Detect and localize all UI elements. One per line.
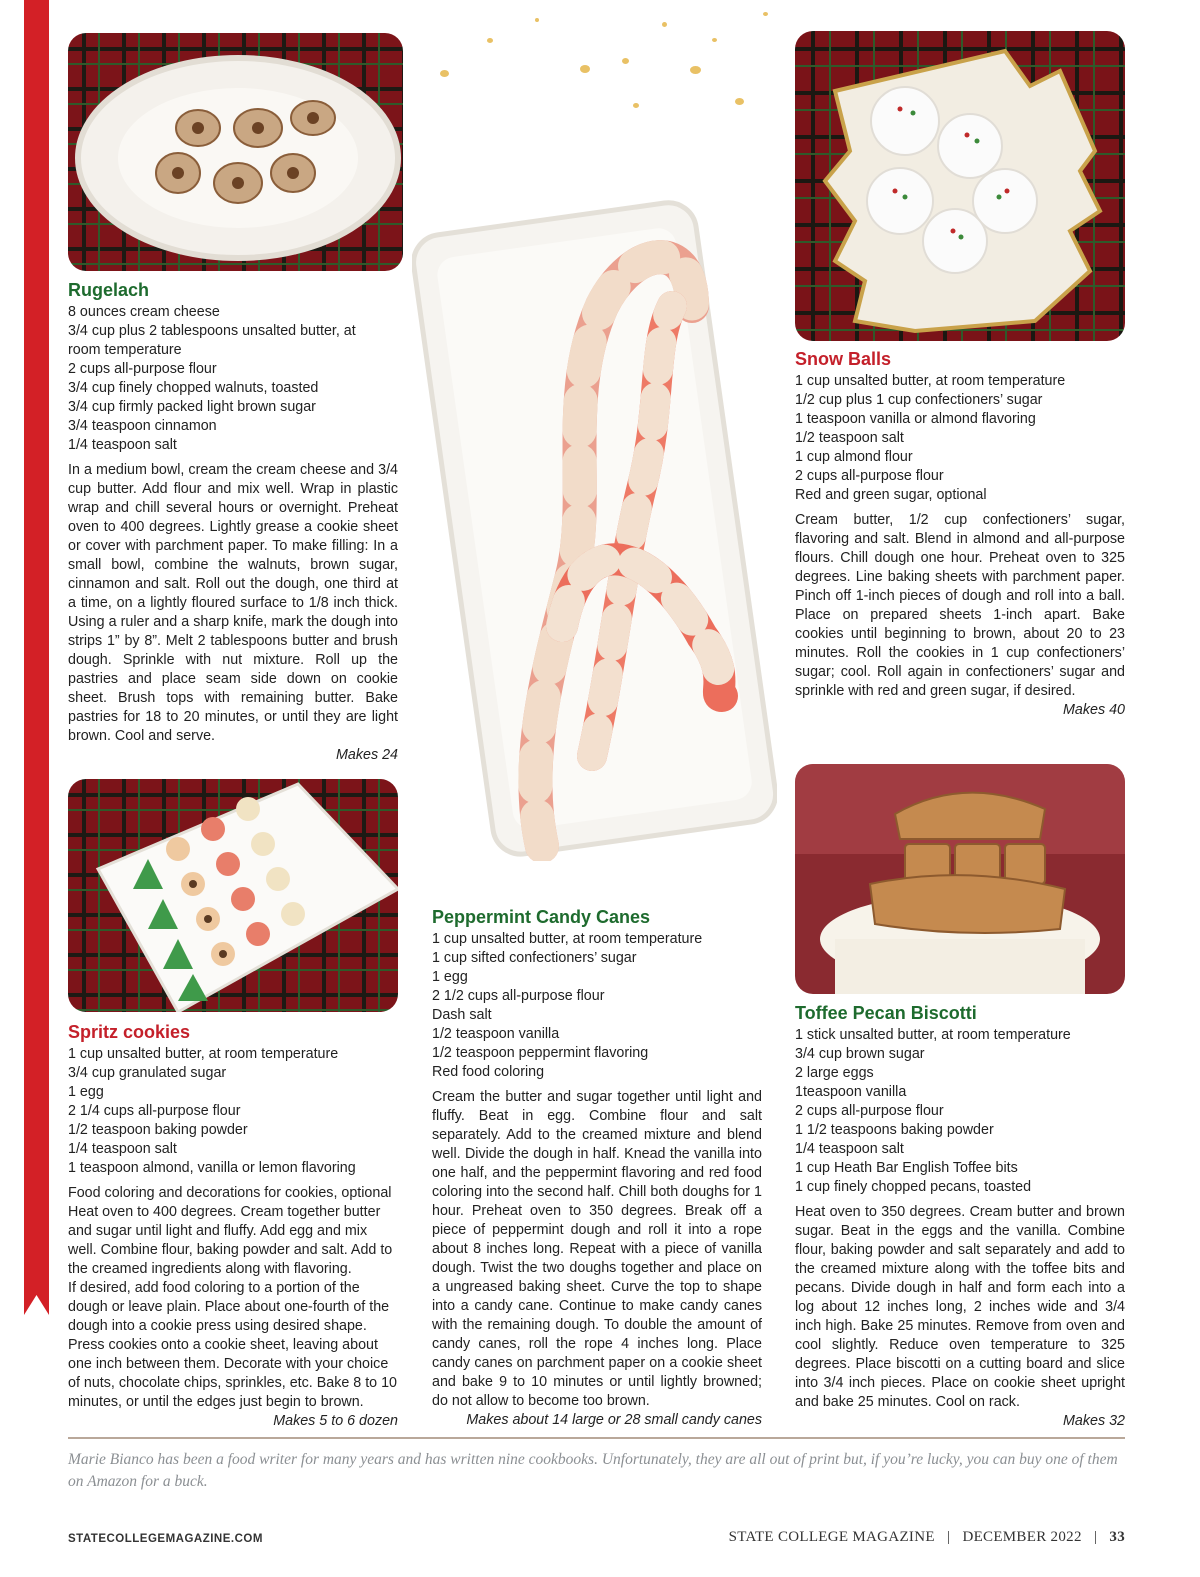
snow-balls-yield: Makes 40	[1063, 702, 1125, 718]
ingredient: 1/4 teaspoon salt	[68, 437, 177, 453]
site-link[interactable]: STATECOLLEGEMAGAZINE.COM	[68, 1533, 263, 1545]
biscotti-title: Toffee Pecan Biscotti	[795, 1003, 977, 1023]
rugelach-recipe	[68, 279, 398, 765]
ingredient: 1 teaspoon vanilla or almond flavoring	[795, 411, 1036, 427]
candy-canes-directions	[432, 1088, 762, 1411]
ingredient: Red food coloring	[432, 1064, 545, 1080]
ingredient: 2 cups all-purpose flour	[68, 361, 217, 377]
spritz-directions	[68, 1184, 398, 1412]
candy-canes-yield: Makes about 14 large or 28 small candy canes	[466, 1412, 762, 1428]
directions-text: Cream butter, 1/2 cup confectioners’ sugar, flavoring and salt. Blend in almond and all-purpose flours. Chill dough one hour. Preheat oven to 325 degrees. Line baking sheets with parchment paper. Pinch off 1-inch pieces of dough and roll into a ball. Place on prepared sheets 1-inch apart. Bake cookies until beginning to brown, about 20 to 23 minutes. Roll the cookies in 1 cup confectioners’ sugar; cool. Roll again in confectioners’ sugar and sprinkle with red and green sugar, if desired.	[795, 512, 1125, 699]
biscotti-yield: Makes 32	[1063, 1413, 1125, 1429]
directions-text: If desired, add food coloring to a portion of the dough or leave plain. Place about one-fourth of the dough into a cookie press using desired shape. Press cookies onto a cookie sheet, leaving about one inch between them. Decorate with your choice of nuts, chocolate chips, sprinkles, etc. Bake 8 to 10 minutes, or until the edges just begin to brown.	[68, 1280, 398, 1410]
ingredient: 1 cup Heath Bar English Toffee bits	[795, 1160, 1018, 1176]
ingredient: 1teaspoon vanilla	[795, 1084, 907, 1100]
page-number: 33	[1109, 1529, 1125, 1545]
directions-text: In a medium bowl, cream the cream cheese and 3/4 cup butter. Add flour and mix well. Wrap in plastic wrap and chill several hours or overnight. Preheat oven to 400 degrees. Lightly grease a cookie sheet or cover with parchment paper. To make filling: In a small bowl, combine the walnuts, brown sugar, cinnamon and salt. Roll out the dough, one third at a time, on a lightly floured surface to 1/8 inch thick. Using a ruler and a sharp knife, mark the dough into strips 1” by 8”. Melt 2 tablespoons butter and brush dough. Sprinkle with nut mixture. Roll up the pastries and place seam side down on cookie sheet. Brush tops with remaining butter. Bake pastries for 18 to 20 minutes, or until they are light brown. Cool and serve.	[68, 462, 398, 744]
rugelach-ingredients	[68, 303, 398, 455]
biscotti-ingredients	[795, 1026, 1125, 1197]
snow-balls-photo	[795, 31, 1125, 341]
biscotti-photo	[795, 764, 1125, 994]
directions-text: Heat oven to 350 degrees. Cream butter and brown sugar. Beat in the eggs and the vanilla. Combine flour, baking powder and salt separately and add to the creamed mixture along with the toffee bits and pecans. Divide dough in half and form each into a log about 12 inches long, 2 inches wide and 3/4 inch high. Bake 25 minutes. Remove from oven and cool slightly. Reduce oven temperature to 325 degrees. Place biscotti on a cutting board and slice into 3/4 inch pieces. Place on cookie sheet upright and bake 25 minutes. Cool on rack.	[795, 1204, 1125, 1410]
snow-balls-ingredients	[795, 372, 1125, 505]
snow-balls-directions	[795, 511, 1125, 701]
ingredient: 3/4 teaspoon cinnamon	[68, 418, 217, 434]
rugelach-title: Rugelach	[68, 280, 150, 300]
snow-balls-title: Snow Balls	[795, 349, 892, 369]
separator: |	[1093, 1529, 1098, 1545]
ingredient: 8 ounces cream cheese	[68, 304, 220, 320]
ingredient: 1/4 teaspoon salt	[795, 1141, 904, 1157]
ingredient: 1 stick unsalted butter, at room temperature	[795, 1027, 1071, 1043]
candy-canes-photo	[412, 196, 777, 861]
red-ribbon	[24, 0, 49, 1260]
ingredient: 3/4 cup granulated sugar	[68, 1065, 227, 1081]
separator: |	[946, 1529, 951, 1545]
ingredient: 1/4 teaspoon salt	[68, 1141, 177, 1157]
rugelach-directions	[68, 461, 398, 746]
ingredient: 1 cup unsalted butter, at room temperature	[432, 931, 703, 947]
ingredient: 2 1/2 cups all-purpose flour	[432, 988, 605, 1004]
ingredient: 2 cups all-purpose flour	[795, 1103, 944, 1119]
ingredient: 1/2 teaspoon vanilla	[432, 1026, 560, 1042]
directions-text: Heat oven to 400 degrees. Cream together butter and sugar until light and fluffy. Add egg and mix well. Combine flour, baking powder and salt. Add to the creamed ingredients along with flavoring.	[68, 1204, 393, 1277]
ingredient: 1 cup unsalted butter, at room temperature	[795, 373, 1066, 389]
footer-divider	[68, 1437, 1125, 1439]
ingredient: 1/2 cup plus 1 cup confectioners’ sugar	[795, 392, 1043, 408]
ingredient: 2 large eggs	[795, 1065, 874, 1081]
directions-text: Cream the butter and sugar together until light and fluffy. Beat in egg. Combine flour and salt separately. Add to the creamed mixture and blend well. Divide the dough in half. Knead the vanilla into one half, and the peppermint flavoring and red food coloring into the second half. Chill both doughs for 1 hour. Preheat oven to 350 degrees. Break off a piece of peppermint dough and roll it into a rope about 8 inches long. Repeat with a piece of vanilla dough. Twist the two doughs together and place on a ungreased baking sheet. Curve the top to shape into a candy cane. Continue to make candy canes with the remaining dough. To double the amount of candy canes, roll the rope 4 inches long. Place candy canes on parchment paper on a cookie sheet and bake 9 to 10 minutes or until lightly browned; do not allow to become too brown.	[432, 1089, 762, 1409]
ingredient: 1 cup unsalted butter, at room temperature	[68, 1046, 339, 1062]
ingredient: 3/4 cup brown sugar	[795, 1046, 925, 1062]
biscotti-recipe	[795, 1002, 1125, 1431]
ingredient: room temperature	[68, 342, 182, 358]
spritz-recipe	[68, 1021, 398, 1431]
ingredient: 3/4 cup firmly packed light brown sugar	[68, 399, 316, 415]
ingredient: 1 cup sifted confectioners’ sugar	[432, 950, 637, 966]
candy-canes-title: Peppermint Candy Canes	[432, 907, 651, 927]
candy-canes-recipe	[432, 906, 762, 1430]
ingredient: 1 teaspoon almond, vanilla or lemon flavoring	[68, 1160, 356, 1176]
author-bio: Marie Bianco has been a food writer for many years and has written nine cookbooks. Unfortunately, they are all out of print but, if you’re lucky, you can buy one of them on Amazon for a buck.	[68, 1451, 1118, 1490]
ingredient: 1 1/2 teaspoons baking powder	[795, 1122, 994, 1138]
candy-canes-ingredients	[432, 930, 762, 1082]
spritz-ingredients	[68, 1045, 398, 1178]
ingredient: 3/4 cup plus 2 tablespoons unsalted butter, at	[68, 323, 356, 339]
ribbon-tail	[24, 1255, 49, 1315]
ingredient: 1 egg	[432, 969, 468, 985]
rugelach-photo	[68, 33, 403, 271]
ingredient: 1/2 teaspoon peppermint flavoring	[432, 1045, 649, 1061]
spritz-title: Spritz cookies	[68, 1022, 191, 1042]
page-info	[729, 1529, 1125, 1546]
ingredient: Dash salt	[432, 1007, 492, 1023]
magazine-name: STATE COLLEGE MAGAZINE	[728, 1529, 935, 1545]
ingredient: 1 egg	[68, 1084, 104, 1100]
spritz-cookies-photo	[68, 779, 398, 1012]
ingredient: 1/2 teaspoon baking powder	[68, 1122, 248, 1138]
ingredient: 3/4 cup finely chopped walnuts, toasted	[68, 380, 319, 396]
ingredient: 1/2 teaspoon salt	[795, 430, 904, 446]
snow-balls-recipe	[795, 348, 1125, 720]
issue-date: DECEMBER 2022	[962, 1529, 1082, 1545]
rugelach-yield: Makes 24	[336, 747, 398, 763]
ingredient: 1 cup almond flour	[795, 449, 913, 465]
ingredient: 2 cups all-purpose flour	[795, 468, 944, 484]
ingredient: 1 cup finely chopped pecans, toasted	[795, 1179, 1032, 1195]
directions-text: Food coloring and decorations for cookies, optional	[68, 1185, 392, 1201]
biscotti-directions	[795, 1203, 1125, 1412]
ingredient: 2 1/4 cups all-purpose flour	[68, 1103, 241, 1119]
spritz-yield: Makes 5 to 6 dozen	[273, 1413, 398, 1429]
ingredient: Red and green sugar, optional	[795, 487, 987, 503]
